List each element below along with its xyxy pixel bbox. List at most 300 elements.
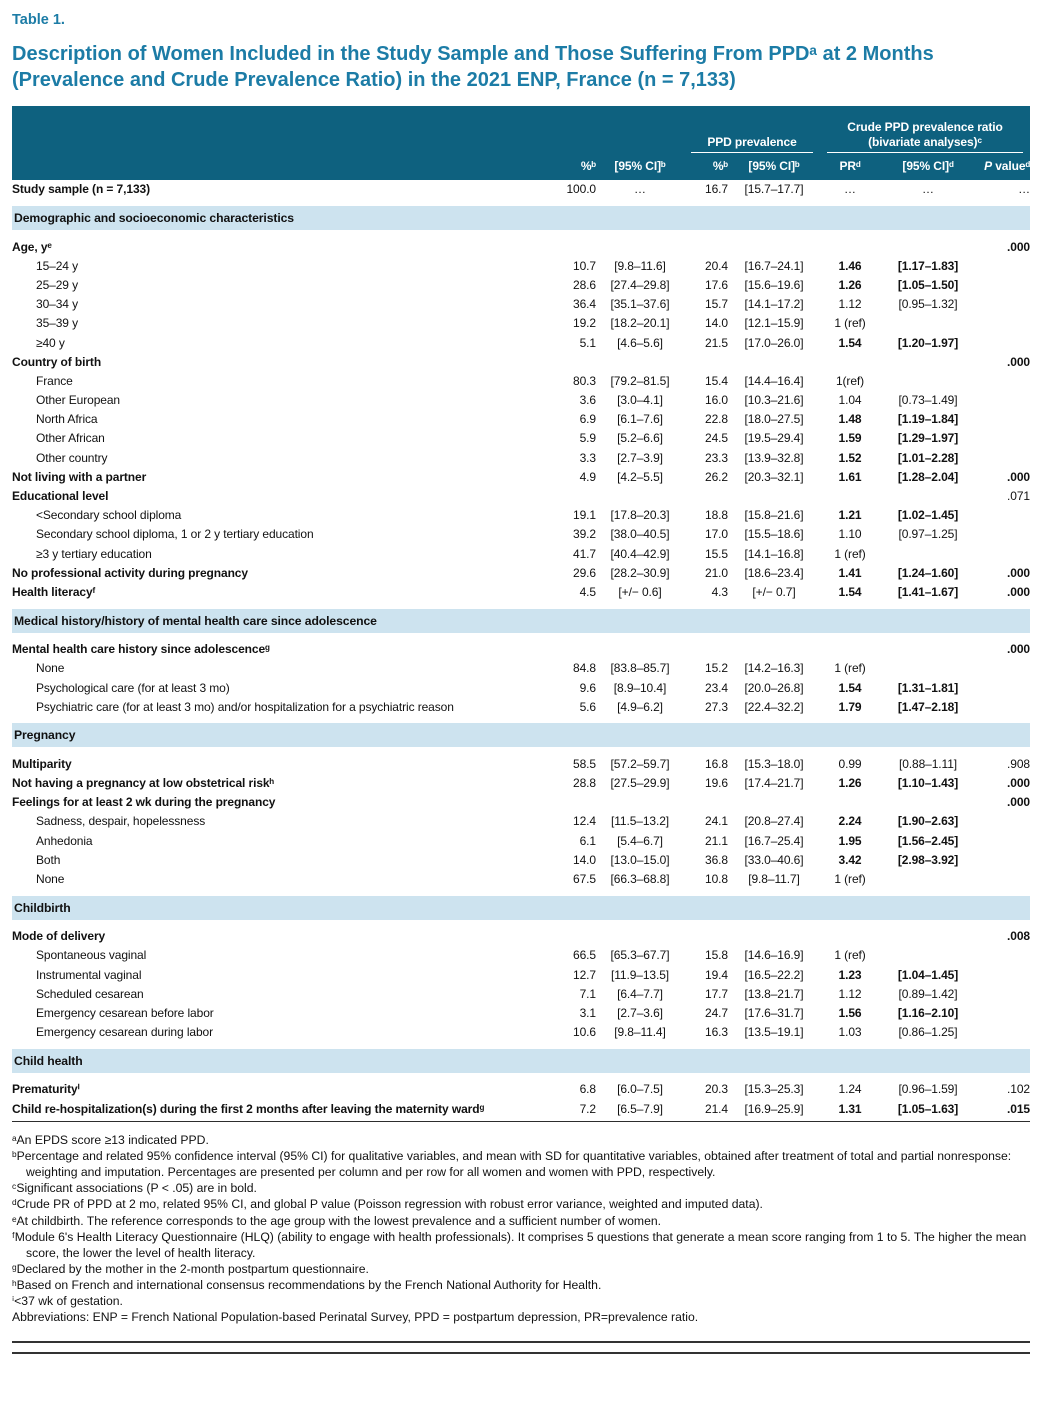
table-row [12, 237, 1030, 256]
row-label: Child re-hospitalization(s) during the first 2 months after leaving the maternity wardᵍ [12, 1101, 485, 1116]
cell-p-value: .102 [1007, 1082, 1030, 1097]
cell-ci-ppd: [14.6–16.9] [744, 948, 804, 963]
cell-ci-pr: [1.01–2.28] [897, 450, 959, 465]
cell-pct-ppd: 16.3 [705, 1025, 728, 1040]
cell-pct-ppd: 22.8 [705, 412, 728, 427]
cell-ci-pr: [1.16–2.10] [897, 1005, 959, 1020]
cell-pct-all: 10.6 [573, 1025, 596, 1040]
cell-pct-ppd: 16.7 [705, 182, 728, 197]
row-label: Not having a pregnancy at low obstetrical riskʰ [12, 776, 274, 791]
row-label: 25–29 y [36, 277, 79, 292]
cell-pr: 1.54 [838, 335, 862, 350]
row-label: ≥3 y tertiary education [36, 546, 152, 561]
cell-pct-all: 100.0 [566, 182, 596, 197]
cell-pct-all: 5.9 [579, 431, 596, 446]
column-header-ci-ppd: [95% CI]ᵇ [748, 159, 800, 174]
cell-ci-all: [28.2–30.9] [610, 565, 670, 580]
cell-ci-ppd: [20.8–27.4] [744, 814, 804, 829]
cell-ci-pr: [0.96–1.59] [898, 1082, 958, 1097]
cell-pr: 1 (ref) [834, 546, 866, 561]
row-label: Sadness, despair, hopelessness [36, 814, 206, 829]
table-row [12, 525, 1030, 544]
cell-ci-ppd: [16.7–24.1] [744, 258, 804, 273]
cell-ci-ppd: [15.3–18.0] [744, 756, 804, 771]
cell-ci-pr: [1.05–1.50] [897, 277, 959, 292]
section-header: Pregnancy [12, 723, 1030, 747]
cell-pct-ppd: 20.3 [705, 1082, 728, 1097]
footnote: ⁱ<37 wk of gestation. [12, 1294, 123, 1309]
row-label: Both [36, 852, 61, 867]
column-header-ci-pr: [95% CI]ᵈ [902, 159, 954, 174]
table-row [12, 793, 1030, 812]
table-header [12, 106, 1030, 180]
footnote: ᵍDeclared by the mother in the 2-month postpartum questionnaire. [12, 1261, 369, 1276]
cell-pr: 2.24 [838, 814, 862, 829]
cell-ci-pr: [1.24–1.60] [897, 565, 959, 580]
table-row [12, 563, 1030, 582]
section-header: Demographic and socioeconomic characteristics [12, 206, 1030, 230]
cell-ci-pr: [1.04–1.45] [897, 967, 959, 982]
cell-ci-pr: [1.29–1.97] [897, 431, 959, 446]
cell-pr: 0.99 [838, 756, 862, 771]
table-row [12, 314, 1030, 333]
cell-pct-all: 19.1 [573, 508, 596, 523]
cell-pct-ppd: 17.0 [705, 527, 728, 542]
table-row [12, 256, 1030, 275]
cell-ci-all: [83.8–85.7] [610, 661, 670, 676]
cell-pct-all: 12.4 [573, 814, 596, 829]
cell-ci-pr: [0.86–1.25] [898, 1025, 958, 1040]
cell-pr: 1.26 [838, 277, 862, 292]
row-label: Feelings for at least 2 wk during the pregnancy [12, 795, 276, 810]
table-row [12, 371, 1030, 390]
cell-ci-ppd: [14.1–17.2] [744, 297, 804, 312]
table-column-headers [12, 153, 1030, 180]
table-row [12, 965, 1030, 984]
row-label: North Africa [36, 412, 98, 427]
table-row [12, 1003, 1030, 1022]
table-row [12, 180, 1030, 199]
cell-ci-all: [65.3–67.7] [610, 948, 670, 963]
cell-pct-all: 84.8 [573, 661, 596, 676]
table-row [12, 869, 1030, 888]
cell-ci-ppd: [15.6–19.6] [744, 277, 804, 292]
group-header-crude-line1: Crude PPD prevalence ratio [847, 120, 1003, 135]
row-label: Other country [36, 450, 108, 465]
row-label: Psychiatric care (for at least 3 mo) and/or hospitalization for a psychiatric reason [36, 699, 454, 714]
cell-pct-all: 12.7 [573, 967, 596, 982]
row-label: Other European [36, 393, 120, 408]
cell-pr: 1.95 [838, 833, 862, 848]
cell-p-value: .000 [1007, 642, 1030, 657]
cell-ci-pr: [2.98–3.92] [897, 852, 959, 867]
column-header-p-rest: valueᵈ [991, 159, 1030, 174]
cell-ci-all: [17.8–20.3] [610, 508, 670, 523]
cell-ci-ppd: [15.7–17.7] [744, 182, 804, 197]
table-row [12, 754, 1030, 773]
cell-pr: 1.24 [838, 1082, 862, 1097]
cell-ci-pr: [0.89–1.42] [898, 986, 958, 1001]
section-header: Child health [12, 1049, 1030, 1073]
footnote: ᵃAn EPDS score ≥13 indicated PPD. [12, 1133, 209, 1148]
cell-ci-ppd: [13.8–21.7] [744, 986, 804, 1001]
cell-ci-ppd: [9.8–11.7] [748, 872, 800, 886]
cell-pct-all: 41.7 [573, 546, 596, 561]
row-label: Multiparity [12, 756, 72, 771]
row-label: Country of birth [12, 354, 102, 369]
cell-pr: 1.52 [838, 450, 862, 465]
cell-pr: 1.10 [838, 527, 862, 542]
table-row [12, 506, 1030, 525]
table-row [12, 697, 1030, 716]
cell-p-value: .000 [1007, 239, 1030, 254]
row-label: None [36, 661, 65, 676]
cell-ci-ppd: [18.6–23.4] [744, 565, 804, 580]
cell-pr: 1.31 [838, 1101, 862, 1116]
cell-ci-all: [79.2–81.5] [610, 373, 670, 388]
table-row [12, 448, 1030, 467]
cell-pct-all: 5.1 [579, 335, 596, 350]
table-row [12, 467, 1030, 486]
group-header-crude-ratio [820, 111, 1030, 153]
cell-ci-ppd: [14.1–16.8] [744, 546, 804, 561]
row-label: Anhedonia [36, 833, 93, 848]
table-row [12, 486, 1030, 505]
cell-pr: 1.21 [838, 508, 862, 523]
table-row [12, 1023, 1030, 1042]
cell-ci-pr: [1.31–1.81] [897, 680, 959, 695]
section-header: Medical history/history of mental health care since adolescence [12, 609, 1030, 633]
column-header-p-value [976, 159, 1030, 173]
cell-p-value: .000 [1007, 776, 1030, 791]
footnote: ᶠModule 6's Health Literacy Questionnaire (HLQ) (ability to engage with health professionals). It comprises 5 questions that generate a mean score ranging from 1 to 5. The higher the mean score, the lower the level of health literacy. [12, 1229, 1027, 1260]
row-label: Emergency cesarean before labor [36, 1005, 214, 1020]
table-row [12, 812, 1030, 831]
table-row [12, 640, 1030, 659]
cell-pct-ppd: 14.0 [705, 316, 728, 331]
page-title: Description of Women Included in the Study Sample and Those Suffering From PPDᵃ at 2 Months (Prevalence and Crude Prevalence Ratio) in the 2021 ENP, France (n = 7,133) [12, 43, 934, 92]
cell-ci-ppd: [16.9–25.9] [744, 1101, 804, 1116]
cell-pct-ppd: 21.5 [705, 335, 728, 350]
cell-pr: 1.23 [838, 967, 862, 982]
cell-pct-ppd: 21.0 [705, 565, 728, 580]
cell-pr: 1 (ref) [834, 316, 866, 331]
cell-pr: 1.03 [838, 1025, 862, 1040]
cell-pct-ppd: 26.2 [705, 469, 728, 484]
cell-ci-pr: [0.88–1.11] [898, 756, 958, 771]
row-label: Not living with a partner [12, 469, 147, 484]
row-label: France [36, 373, 73, 388]
footnote: Abbreviations: ENP = French National Population-based Perinatal Survey, PPD = postpartum depression, PR=prevalence ratio. [12, 1310, 699, 1325]
header-spacer [12, 111, 684, 153]
cell-ci-pr: [1.28–2.04] [897, 469, 959, 484]
cell-pct-ppd: 21.1 [705, 833, 728, 848]
cell-pct-ppd: 20.4 [705, 258, 728, 273]
group-header-ppd-label: PPD prevalence [707, 134, 797, 149]
cell-pct-ppd: 4.3 [711, 584, 728, 599]
cell-pct-ppd: 23.4 [705, 680, 728, 695]
cell-ci-all: [6.4–7.7] [617, 986, 663, 1001]
cell-pct-all: 29.6 [573, 565, 596, 580]
footnote: ᵇPercentage and related 95% confidence interval (95% CI) for qualitative variables, and mean with SD for quantitative variables, obtained after treatment of total and partial nonresponse: weighting and imputation. Percentages are presented per column and per row for all women and women with PPD, respectively. [12, 1149, 1012, 1180]
cell-ci-pr: [1.90–2.63] [897, 814, 959, 829]
cell-pct-all: 58.5 [573, 756, 596, 771]
table-row [12, 1080, 1030, 1099]
cell-ci-ppd: [15.5–18.6] [744, 527, 804, 542]
cell-ci-ppd: [17.6–31.7] [744, 1005, 804, 1020]
row-label: Emergency cesarean during labor [36, 1025, 213, 1040]
cell-ci-ppd: [14.4–16.4] [744, 373, 804, 388]
cell-ci-ppd: [14.2–16.3] [744, 661, 804, 676]
row-label: Other African [36, 431, 105, 446]
cell-p-value: .000 [1007, 795, 1030, 810]
cell-pct-ppd: 15.7 [705, 297, 728, 312]
row-label: 15–24 y [36, 258, 79, 273]
cell-pct-all: 6.8 [579, 1082, 596, 1097]
cell-pr: 1.54 [838, 680, 862, 695]
cell-pct-ppd: 19.4 [705, 967, 728, 982]
table-row [12, 295, 1030, 314]
cell-ci-pr: [1.47–2.18] [897, 699, 959, 714]
cell-ci-all: [35.1–37.6] [610, 297, 670, 312]
bottom-rule-2 [12, 1352, 1030, 1354]
column-header-pct-all: %ᵇ [580, 159, 596, 174]
row-label: ≥40 y [36, 335, 65, 350]
cell-ci-all: [66.3–68.8] [610, 872, 670, 886]
cell-pct-all: 67.5 [573, 872, 596, 886]
cell-pct-ppd: 24.5 [705, 431, 728, 446]
cell-pct-all: 66.5 [573, 948, 596, 963]
cell-ci-all: [4.9–6.2] [617, 699, 663, 714]
study-table [12, 106, 1030, 1122]
table-row [12, 659, 1030, 678]
cell-ci-ppd: [15.8–21.6] [744, 508, 804, 523]
cell-pct-all: 36.4 [573, 297, 596, 312]
cell-ci-pr: [0.95–1.32] [898, 297, 958, 312]
cell-pr: 1.54 [838, 584, 862, 599]
cell-pct-ppd: 23.3 [705, 450, 728, 465]
cell-ci-ppd: [17.4–21.7] [744, 776, 804, 791]
row-label: Psychological care (for at least 3 mo) [36, 680, 230, 695]
column-header-pct-ppd: %ᵇ [712, 159, 728, 174]
row-label: 35–39 y [36, 316, 79, 331]
cell-ci-ppd: [16.7–25.4] [744, 833, 804, 848]
cell-pct-ppd: 27.3 [705, 699, 728, 714]
cell-pct-ppd: 15.5 [705, 546, 728, 561]
cell-pct-ppd: 15.4 [705, 373, 728, 388]
footnotes [12, 1132, 1030, 1325]
cell-pr: 1.12 [838, 986, 862, 1001]
cell-ci-pr: [1.56–2.45] [897, 833, 959, 848]
cell-ci-ppd: [20.0–26.8] [744, 680, 804, 695]
column-header-ci-all: [95% CI]ᵇ [614, 159, 666, 174]
cell-ci-all: [4.6–5.6] [617, 335, 663, 350]
table-row [12, 333, 1030, 352]
table-row [12, 410, 1030, 429]
cell-pr: 1 (ref) [834, 872, 866, 886]
cell-pct-all: 5.6 [579, 699, 596, 714]
cell-pct-all: 7.2 [579, 1101, 596, 1116]
row-label: Mental health care history since adolescenceᵍ [12, 642, 270, 657]
cell-ci-all: [4.2–5.5] [617, 469, 663, 484]
cell-pct-all: 9.6 [579, 680, 596, 695]
row-label: <Secondary school diploma [36, 508, 182, 523]
cell-ci-all: [27.5–29.9] [610, 776, 670, 791]
cell-pr: 1.41 [838, 565, 862, 580]
cell-ci-pr: [0.73–1.49] [898, 393, 958, 408]
cell-pr: 1 (ref) [834, 948, 866, 963]
table-row [12, 390, 1030, 409]
row-label: Educational level [12, 489, 109, 503]
cell-pct-ppd: 10.8 [705, 872, 728, 886]
cell-pct-ppd: 36.8 [705, 852, 728, 867]
cell-pct-all: 3.6 [579, 393, 596, 408]
cell-ci-all: … [634, 182, 646, 197]
column-header-pr: PRᵈ [839, 159, 861, 174]
cell-ci-all: [13.0–15.0] [610, 852, 670, 867]
row-label: Study sample (n = 7,133) [12, 182, 150, 197]
group-header-crude-ratio-text [827, 111, 1023, 153]
row-label: Mode of delivery [12, 929, 106, 944]
cell-pr: 1.26 [838, 776, 862, 791]
cell-pct-ppd: 21.4 [705, 1101, 728, 1116]
cell-pr: 1.04 [838, 393, 862, 408]
row-label: Spontaneous vaginal [36, 948, 147, 963]
cell-pct-ppd: 15.2 [705, 661, 728, 676]
cell-pct-ppd: 17.6 [705, 277, 728, 292]
cell-ci-ppd: [18.0–27.5] [744, 412, 804, 427]
cell-ci-pr: [1.20–1.97] [897, 335, 959, 350]
table-number-label: Table 1. [12, 12, 65, 28]
row-label: Instrumental vaginal [36, 967, 142, 982]
row-label: Age, yᵉ [12, 239, 52, 254]
cell-ci-ppd: [12.1–15.9] [744, 316, 804, 331]
cell-ci-ppd: [13.9–32.8] [744, 450, 804, 465]
cell-ci-ppd: [16.5–22.2] [744, 967, 804, 982]
cell-ci-all: [3.0–4.1] [617, 393, 663, 408]
cell-pct-ppd: 15.8 [705, 948, 728, 963]
group-header-ppd-prevalence [684, 111, 820, 153]
cell-ci-all: [2.7–3.6] [617, 1005, 663, 1020]
cell-ci-all: [2.7–3.9] [617, 450, 663, 465]
cell-ci-pr: [1.10–1.43] [897, 776, 959, 791]
table-row [12, 544, 1030, 563]
cell-pct-all: 7.1 [579, 986, 596, 1001]
table-row [12, 352, 1030, 371]
cell-ci-all: [+/− 0.6] [618, 584, 662, 599]
cell-pct-ppd: 17.7 [705, 986, 728, 1001]
footnote: ᶜSignificant associations (P < .05) are in bold. [12, 1181, 257, 1196]
cell-pct-all: 10.7 [573, 258, 596, 273]
cell-pct-all: 14.0 [573, 852, 596, 867]
cell-ci-all: [8.9–10.4] [613, 680, 667, 695]
cell-ci-all: [40.4–42.9] [610, 546, 670, 561]
table-header-groups [12, 111, 1030, 153]
cell-pct-ppd: 18.8 [705, 508, 728, 523]
cell-p-value: .071 [1007, 489, 1030, 503]
cell-p-value: .000 [1007, 565, 1030, 580]
table-row [12, 678, 1030, 697]
cell-pr: 1.61 [838, 469, 862, 484]
cell-pr: 1 (ref) [834, 661, 866, 676]
table-row [12, 582, 1030, 601]
cell-ci-ppd: [20.3–32.1] [744, 469, 804, 484]
row-label: Scheduled cesarean [36, 986, 144, 1001]
cell-pct-all: 4.5 [579, 584, 596, 599]
row-label: None [36, 872, 65, 886]
cell-pct-ppd: 24.1 [705, 814, 728, 829]
cell-pr: 1.79 [838, 699, 862, 714]
cell-pr: 1.56 [838, 1005, 862, 1020]
cell-ci-ppd: [22.4–32.2] [744, 699, 804, 714]
footnote: ᵈCrude PR of PPD at 2 mo, related 95% CI, and global P value (Poisson regression with robust error variance, weighted and imputed data). [12, 1197, 763, 1212]
row-label: Prematurityⁱ [12, 1082, 80, 1097]
cell-ci-pr: [1.41–1.67] [897, 584, 959, 599]
cell-ci-all: [6.5–7.9] [617, 1101, 663, 1116]
table-row [12, 275, 1030, 294]
cell-ci-all: [5.4–6.7] [617, 833, 663, 848]
footnote: ʰBased on French and international consensus recommendations by the French National Authority for Health. [12, 1277, 602, 1292]
row-label: 30–34 y [36, 297, 79, 312]
cell-ci-all: [9.8–11.6] [614, 258, 666, 273]
cell-pct-all: 6.1 [579, 833, 596, 848]
table-row [12, 1099, 1030, 1118]
cell-p-value: … [1018, 182, 1030, 197]
cell-ci-pr: … [922, 182, 934, 197]
bottom-rule-1 [12, 1341, 1030, 1343]
cell-pr: 1(ref) [835, 373, 865, 388]
cell-pr: … [844, 182, 856, 197]
table-row [12, 831, 1030, 850]
cell-ci-ppd: [33.0–40.6] [744, 852, 804, 867]
cell-ci-all: [9.8–11.4] [614, 1025, 666, 1040]
cell-ci-all: [11.5–13.2] [610, 814, 670, 829]
table-row [12, 850, 1030, 869]
cell-pct-all: 6.9 [579, 412, 596, 427]
cell-p-value: .908 [1007, 756, 1030, 771]
cell-ci-pr: [1.02–1.45] [897, 508, 959, 523]
column-header-p-italic: P [984, 159, 992, 174]
cell-pct-all: 39.2 [573, 527, 596, 542]
cell-p-value: .000 [1007, 584, 1030, 599]
cell-pct-ppd: 16.0 [705, 393, 728, 408]
cell-ci-all: [27.4–29.8] [610, 277, 670, 292]
cell-pct-all: 3.1 [579, 1005, 596, 1020]
cell-pct-ppd: 19.6 [705, 776, 728, 791]
cell-pct-ppd: 24.7 [705, 1005, 728, 1020]
group-header-ppd-prevalence-text [691, 111, 813, 153]
cell-ci-ppd: [+/− 0.7] [752, 584, 796, 599]
cell-pr: 1.48 [838, 412, 862, 427]
cell-pct-all: 19.2 [573, 316, 596, 331]
cell-pr: 1.46 [838, 258, 862, 273]
cell-pct-ppd: 16.8 [705, 756, 728, 771]
section-header: Childbirth [12, 896, 1030, 920]
cell-ci-pr: [0.97–1.25] [898, 527, 958, 542]
row-label: No professional activity during pregnancy [12, 565, 248, 580]
cell-ci-all: [18.2–20.1] [610, 316, 670, 331]
cell-ci-all: [11.9–13.5] [610, 967, 670, 982]
cell-pct-all: 28.6 [573, 277, 596, 292]
cell-pr: 3.42 [838, 852, 862, 867]
cell-ci-ppd: [13.5–19.1] [744, 1025, 804, 1040]
cell-pct-all: 4.9 [579, 469, 596, 484]
cell-p-value: .000 [1007, 354, 1030, 369]
cell-ci-all: [6.1–7.6] [617, 412, 663, 427]
cell-ci-ppd: [17.0–26.0] [744, 335, 804, 350]
table-row [12, 773, 1030, 792]
cell-pct-all: 80.3 [573, 373, 596, 388]
